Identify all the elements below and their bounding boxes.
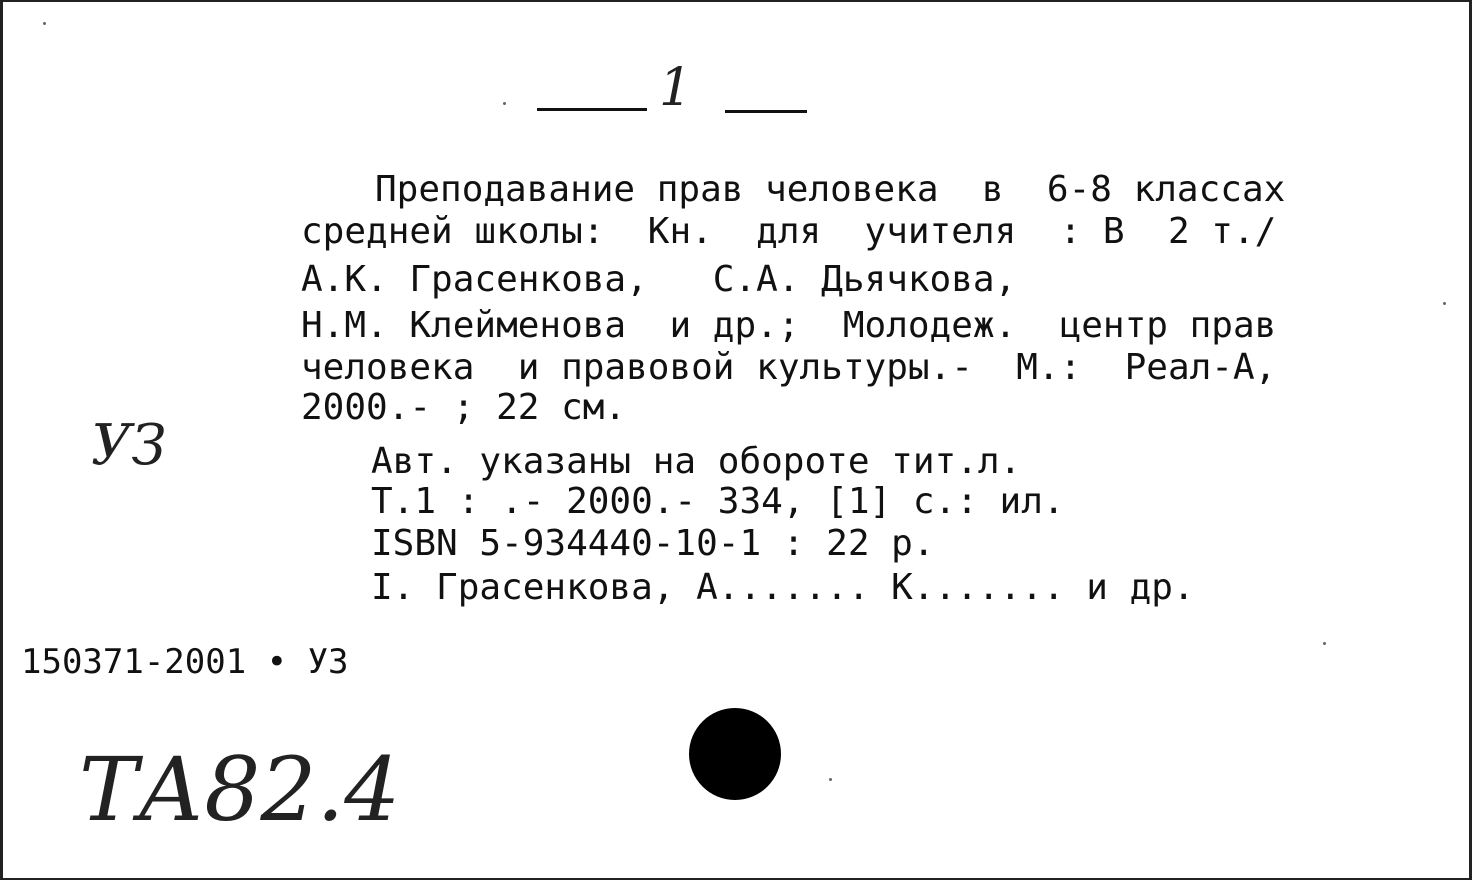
body-line-5: человека и правовой культуры.- М.: Реал-А,	[301, 347, 1277, 388]
handwritten-code: ТА82.4	[79, 738, 401, 841]
note-tracing: I. Грасенкова, А....... К....... и др.	[371, 567, 1195, 608]
note-authors: Авт. указаны на обороте тит.л.	[371, 441, 1022, 482]
dash-right	[725, 110, 807, 113]
shelf-mark: УЗ	[91, 413, 167, 478]
body-line-3: А.К. Грасенкова, С.А. Дьячкова,	[301, 259, 1017, 300]
note-isbn: ISBN 5-934440-10-1 : 22 р.	[371, 523, 935, 564]
speck	[503, 102, 506, 105]
dash-left	[537, 108, 647, 111]
speck	[1323, 642, 1326, 645]
body-line-6: 2000.- ; 22 см.	[301, 387, 627, 428]
accession-number: 150371-2001 • УЗ	[21, 642, 349, 682]
body-line-2: средней школы: Кн. для учителя : В 2 т./	[301, 211, 1277, 252]
punch-hole	[689, 708, 781, 800]
note-volume: Т.1 : .- 2000.- 334, [1] с.: ил.	[371, 481, 1065, 522]
speck	[829, 778, 832, 781]
speck	[43, 22, 46, 25]
body-line-4: Н.М. Клейменова и др.; Молодеж. центр прав	[301, 305, 1277, 346]
speck	[1443, 302, 1446, 305]
body-line-1: Преподавание прав человека в 6-8 классах	[375, 169, 1286, 210]
card-number: 1	[659, 58, 693, 118]
